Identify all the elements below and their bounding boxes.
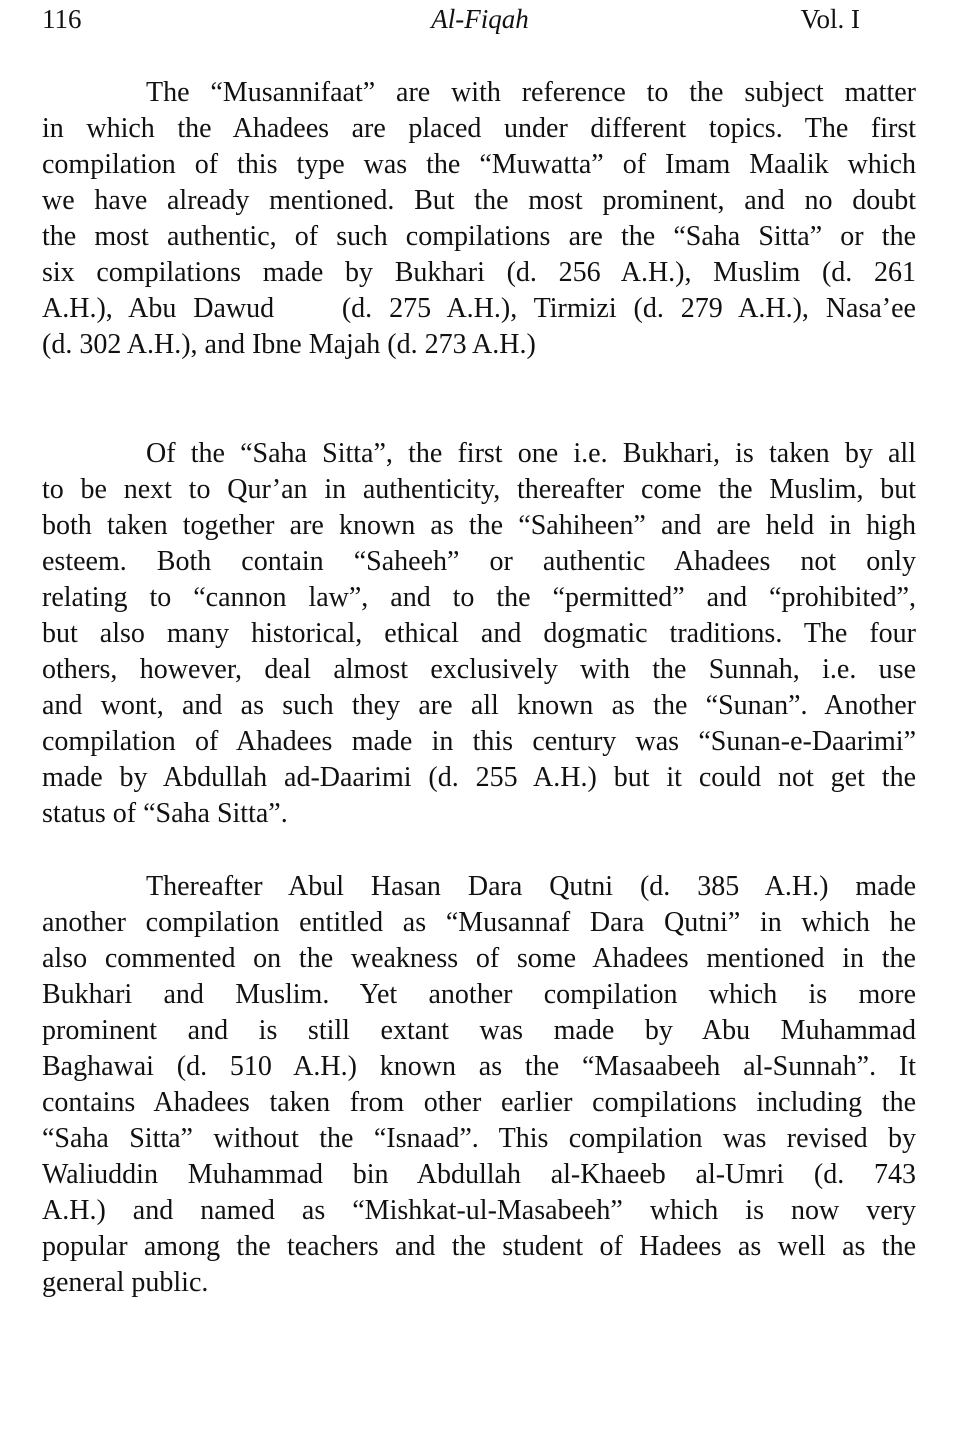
text-line: made by Abdullah ad-Daarimi (d. 255 A.H.) but it could not get the [42, 762, 916, 793]
text-line: another compilation entitled as “Musannaf Dara Qutni” in which he [42, 907, 916, 938]
text-line: and wont, and as such they are all known as the “Sunan”. Another [42, 690, 916, 721]
text-line: we have already mentioned. But the most prominent, and no doubt [42, 185, 916, 216]
text-line: others, however, deal almost exclusively with the Sunnah, i.e. use [42, 654, 916, 685]
text-line: status of “Saha Sitta”. [42, 798, 288, 829]
text-line: compilation of this type was the “Muwatta” of Imam Maalik which [42, 149, 916, 180]
text-line: Waliuddin Muhammad bin Abdullah al-Khaeeb al-Umri (d. 743 [42, 1159, 916, 1190]
text-line: “Saha Sitta” without the “Isnaad”. This compilation was revised by [42, 1123, 916, 1154]
paragraph-2 [42, 436, 916, 832]
text-line: A.H.) and named as “Mishkat-ul-Masabeeh” which is now very [42, 1195, 916, 1226]
text-line: A.H.), Abu Dawud (d. 275 A.H.), Tirmizi (d. 279 A.H.), Nasa’ee [42, 293, 916, 324]
text-line: Of the “Saha Sitta”, the first one i.e. Bukhari, is taken by all [146, 438, 916, 469]
text-line: the most authentic, of such compilations are the “Saha Sitta” or the [42, 221, 916, 252]
volume-label: Vol. I [800, 4, 860, 34]
text-line: esteem. Both contain “Saheeh” or authentic Ahadees not only [42, 546, 916, 577]
paragraph-1 [42, 75, 916, 363]
text-line: contains Ahadees taken from other earlier compilations including the [42, 1087, 916, 1118]
text-line: relating to “cannon law”, and to the “permitted” and “prohibited”, [42, 582, 916, 613]
text-line: both taken together are known as the “Sahiheen” and are held in high [42, 510, 916, 541]
text-line: Thereafter Abul Hasan Dara Qutni (d. 385 A.H.) made [146, 871, 916, 902]
text-line: popular among the teachers and the student of Hadees as well as the [42, 1231, 916, 1262]
text-line: Bukhari and Muslim. Yet another compilation which is more [42, 979, 916, 1010]
text-line: The “Musannifaat” are with reference to the subject matter [146, 77, 916, 108]
text-line: six compilations made by Bukhari (d. 256 A.H.), Muslim (d. 261 [42, 257, 916, 288]
paragraph-3 [42, 869, 916, 1301]
text-line: prominent and is still extant was made by Abu Muhammad [42, 1015, 916, 1046]
text-line: general public. [42, 1267, 209, 1298]
text-line: compilation of Ahadees made in this century was “Sunan-e-Daarimi” [42, 726, 916, 757]
text-line: but also many historical, ethical and dogmatic traditions. The four [42, 618, 916, 649]
text-line: in which the Ahadees are placed under different topics. The first [42, 113, 916, 144]
running-title: Al-Fiqah [431, 4, 529, 34]
page-number: 116 [42, 4, 82, 34]
text-line: Baghawai (d. 510 A.H.) known as the “Masaabeeh al-Sunnah”. It [42, 1051, 916, 1082]
text-line: (d. 302 A.H.), and Ibne Majah (d. 273 A.H.) [42, 329, 536, 360]
text-line: to be next to Qur’an in authenticity, thereafter come the Muslim, but [42, 474, 916, 505]
text-line: also commented on the weakness of some Ahadees mentioned in the [42, 943, 916, 974]
